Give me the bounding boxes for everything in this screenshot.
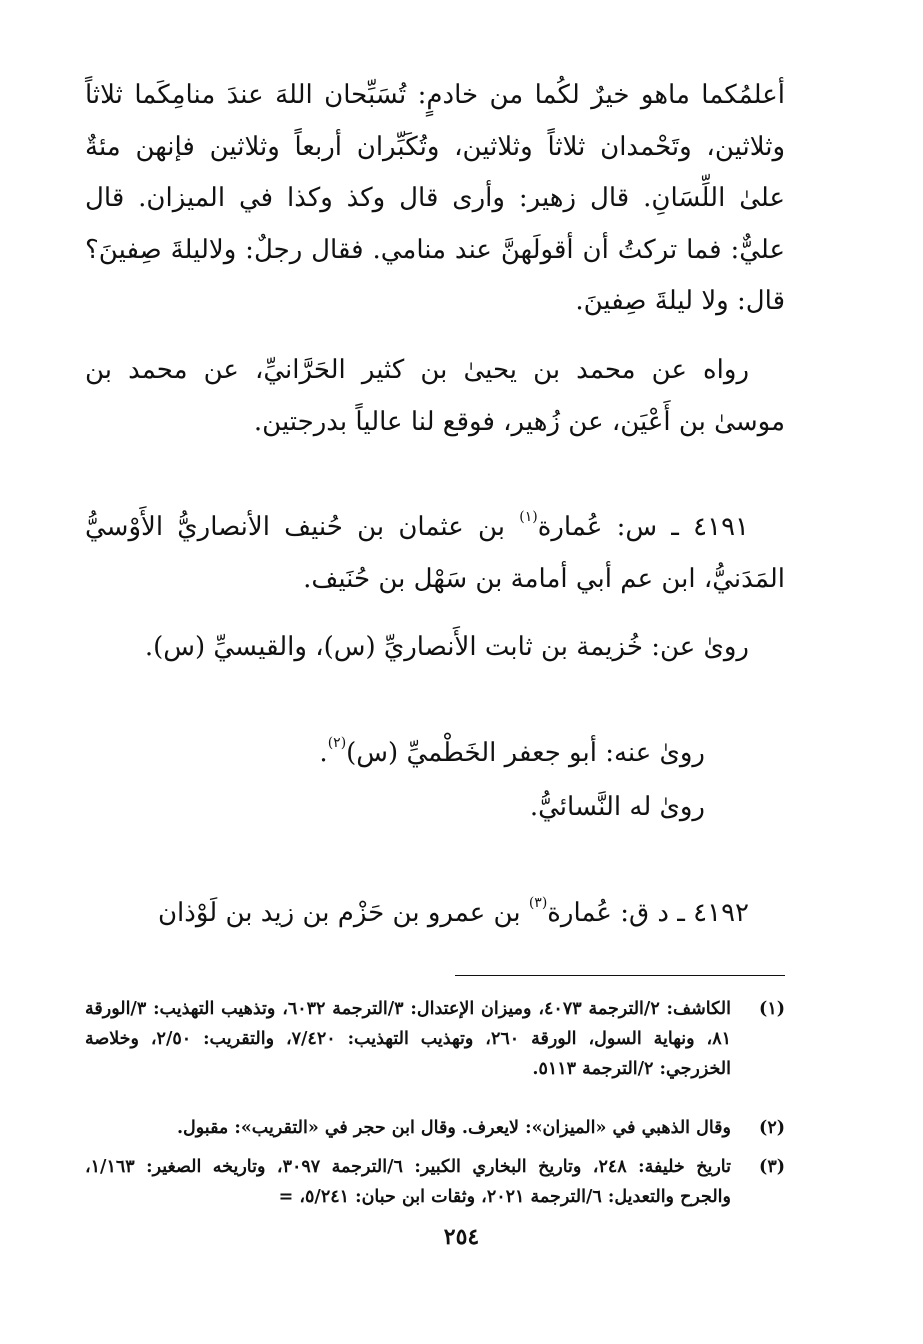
reported-by-text: روىٰ له النَّسائيُّ.	[529, 792, 705, 822]
entry-4192-heading	[85, 888, 785, 940]
footnote-2	[85, 1113, 785, 1143]
footnote-ref-3: (٣)	[528, 895, 548, 912]
footnote-3-number: (٣)	[759, 1157, 785, 1177]
entry-4191-reported-by	[5, 782, 785, 834]
entry-4192-number-name: ٤١٩٢ ـ د ق: عُمارة	[547, 898, 749, 928]
narrated-by-period: .	[319, 738, 328, 768]
footnote-separator	[455, 975, 785, 976]
hadith-paragraph	[85, 70, 785, 328]
narration-text: رواه عن محمد بن يحيىٰ بن كثير الحَرَّانيِّ، عن محمد بن موسىٰ بن أَعْيَن، عن زُهير، فوقع لنا عالياً بدرجتين.	[85, 355, 785, 437]
footnote-2-text: وقال الذهبي في «الميزان»: لايعرف. وقال ابن حجر في «التقريب»: مقبول.	[176, 1118, 731, 1138]
footnote-ref-2: (٢)	[327, 735, 347, 752]
narrated-from-text: روىٰ عن: خُزيمة بن ثابت الأَنصاريِّ (س)، والقيسيِّ (س).	[144, 632, 749, 662]
entry-4191-heading	[85, 502, 785, 605]
entry-4191-narrated-from	[85, 622, 785, 674]
narration-paragraph	[85, 345, 785, 448]
footnote-1-text: الكاشف: ٢/الترجمة ٤٠٧٣، وميزان الإعتدال: ٣/الترجمة ٦٠٣٢، وتذهيب التهذيب: ٣/الورقة ٨١، ونهاية السول، الورقة ٢٦٠، وتهذيب التهذيب: ٧/٤٢٠، والتقريب: ٢/٥٠، وخلاصة الخزرجي: ٢/الترجمة ٥١١٣.	[85, 999, 731, 1079]
narrated-by-text: روىٰ عنه: أبو جعفر الخَطْميِّ (س)	[346, 738, 705, 768]
footnote-3-text: تاريخ خليفة: ٢٤٨، وتاريخ البخاري الكبير: ٦/الترجمة ٣٠٩٧، وتاريخه الصغير: ١/١٦٣، والجرح والتعديل: ٦/الترجمة ٢٠٢١، وثقات ابن حبان: ٥/٢٤١، =	[85, 1157, 732, 1207]
hadith-text: أعلمُكما ماهو خيرٌ لكُما من خادمٍ: تُسَبِّحان اللهَ عندَ منامِكَما ثلاثاً وثلاثين، وتَحْمدان ثلاثاً وثلاثين، وتُكَبِّران أربعاً وثلاثين فإنهن مئةٌ علىٰ اللِّسَانِ. قال زهير: وأرى قال وكذ وكذا في الميزان. قال عليٌّ: فما تركتُ أن أقولَهنَّ عند منامي. فقال رجلٌ: ولاليلةَ صِفينَ؟ قال: ولا ليلةَ صِفينَ.	[85, 80, 785, 316]
entry-4192-lineage: بن عمرو بن حَزْم بن زيد بن لَوْذان	[157, 898, 521, 928]
entry-4191-number-name: ٤١٩١ ـ س: عُمارة	[537, 512, 749, 542]
footnote-ref-1: (١)	[519, 509, 538, 526]
page-number: ٢٥٤	[443, 1224, 480, 1250]
entry-4191-narrated-by	[5, 728, 785, 780]
footnote-2-number: (٢)	[759, 1118, 785, 1138]
entry-4191-lineage: بن عثمان بن حُنيف الأنصاريُّ الأَوْسيُّ المَدَنيُّ، ابن عم أبي أمامة بن سَهْل بن حُنَيف.	[85, 512, 785, 594]
footnote-1	[85, 994, 785, 1084]
footnote-1-number: (١)	[759, 999, 785, 1019]
footnote-3	[85, 1152, 785, 1212]
